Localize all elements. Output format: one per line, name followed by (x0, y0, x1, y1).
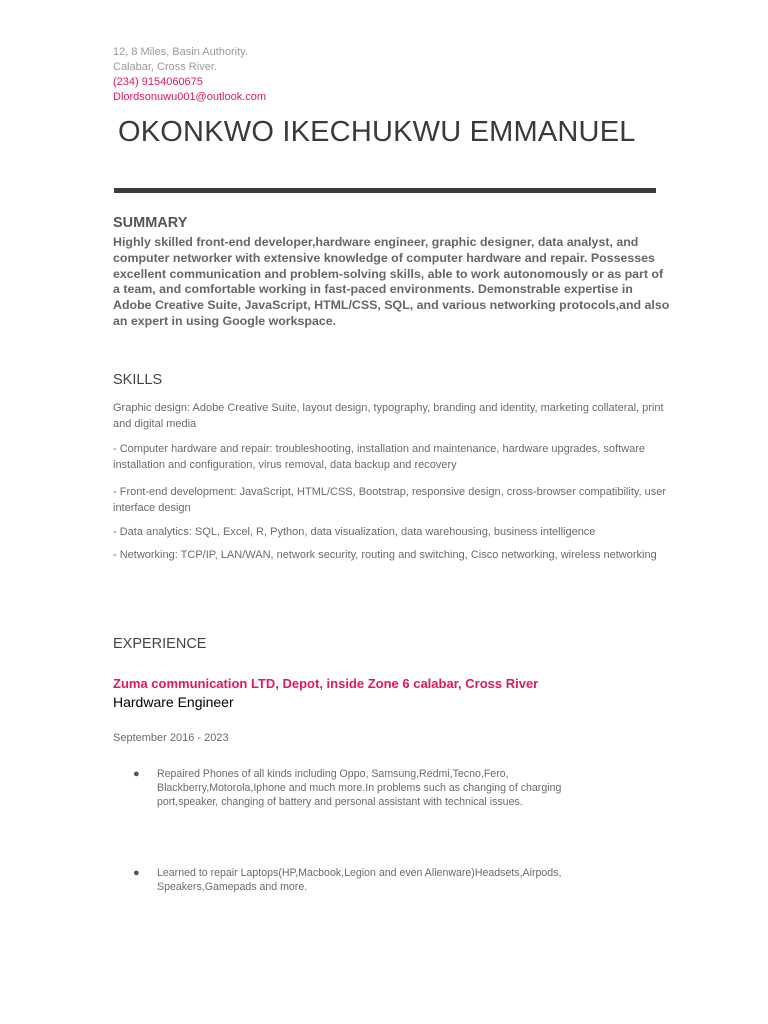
skills-heading: SKILLS (113, 372, 163, 388)
summary-text: Highly skilled front-end developer,hardware engineer, graphic designer, data analyst, and computer networker with extensive knowledge of computer hardware and repair. Possesses excellent communication and problem-solving skills, able to work autonomously or as part of a team, and comfortable working in fast-paced environments. Demonstrable expertise in Adobe Creative Suite, JavaScript, HTML/CSS, SQL, and various networking protocols,and also an expert in using Google workspace. (113, 235, 670, 328)
skill-item-graphic-design: Graphic design: Adobe Creative Suite, layout design, typography, branding and identity, marketing collateral, print and digital media (113, 402, 664, 430)
bullet-icon: ● (133, 867, 140, 879)
address-line-1: 12, 8 Miles, Basin Authority. (113, 46, 248, 58)
bullet-icon: ● (133, 768, 140, 780)
skill-item-frontend: - Front-end development: JavaScript, HTML/CSS, Bootstrap, responsive design, cross-browser compatibility, user interface design (113, 486, 667, 514)
skill-item-data-analytics: - Data analytics: SQL, Excel, R, Python, data visualization, data warehousing, business intelligence (113, 526, 596, 538)
phone-number: (234) 9154060675 (113, 76, 203, 88)
bullet-text: Learned to repair Laptops(HP,Macbook,Legion and even Alienware)Headsets,Airpods, Speakers,Gamepads and more. (157, 867, 562, 893)
skill-item-networking: - Networking: TCP/IP, LAN/WAN, network security, routing and switching, Cisco networking, wireless networking (113, 549, 657, 561)
address-line-2: Calabar, Cross River. (113, 61, 217, 73)
company-name: Zuma communication LTD, Depot, inside Zone 6 calabar, Cross River (113, 676, 539, 691)
job-title: Hardware Engineer (113, 694, 234, 710)
employment-dates: September 2016 - 2023 (113, 732, 229, 744)
candidate-name: OKONKWO IKECHUKWU EMMANUEL (118, 116, 636, 148)
email-address: Dlordsonuwu001@outlook.com (113, 91, 267, 103)
contact-block (113, 45, 266, 105)
summary-heading: SUMMARY (113, 215, 188, 231)
skill-item-hardware: - Computer hardware and repair: troubleshooting, installation and maintenance, hardware upgrades, software installation and configuration, virus removal, data backup and recovery (113, 443, 645, 471)
experience-heading: EXPERIENCE (113, 636, 207, 652)
bullet-text: Repaired Phones of all kinds including Oppo, Samsung,Redmi,Tecno,Fero, Blackberry,Motorola,Iphone and much more.In problems such as changing of charging port,speaker, changing of battery and personal assistant with technical issues. (157, 768, 562, 808)
header-divider (114, 188, 656, 193)
